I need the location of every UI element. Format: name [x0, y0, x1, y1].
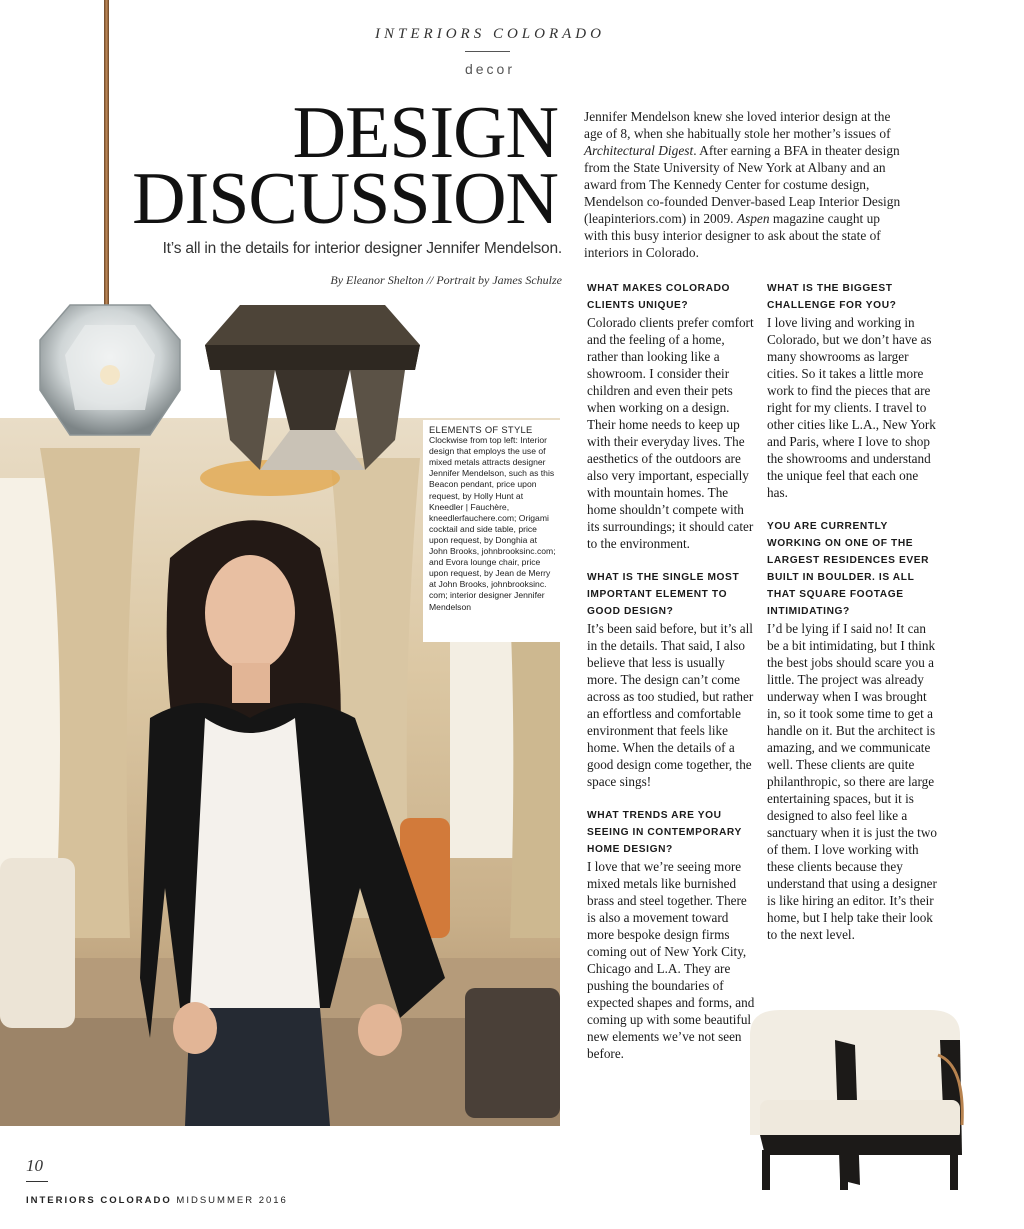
- masthead-rule: [465, 51, 510, 52]
- headline-line-2: DISCUSSION: [132, 158, 558, 240]
- page-number-rule: [26, 1181, 48, 1182]
- qa-column-2: [767, 280, 937, 960]
- caption-text: Clockwise from top left: Interior design that employs the use of mixed metals attracts designer Jennifer Mendelson, such as this Beacon pendant, price upon request, by Holly Hunt at Kneedler | Fauchère, kneedlerfauchere.com; Origami cocktail and side table, price upon request, by Donghia at John Brooks, johnbrooksinc.com; and Evora lounge chair, price upon request, by Jean de Merry at John Brooks, johnbrooksinc. com; interior designer Jennifer Mendelson: [429, 435, 556, 612]
- question: WHAT TRENDS ARE YOU SEEING IN CONTEMPORARY HOME DESIGN?: [587, 810, 742, 855]
- intro-magazine-2: Aspen: [736, 211, 770, 226]
- lounge-chair-image: [740, 1005, 970, 1195]
- intro-text-3: magazine caught up with this busy interior designer to ask about the state of interiors in Colorado.: [584, 211, 881, 260]
- deck: It’s all in the details for interior designer Jennifer Mendelson.: [162, 240, 562, 257]
- answer: I’d be lying if I said no! It can be a bit intimidating, but I think the best jobs should scare you a little. The project was already underway when I was brought in, so it took some time to get a handle on it. But the architect is amazing, and we communicate well. These clients are quite philanthropic, so there are large entertaining spaces, but it is designed to also feel like a sanctuary when it is just the two of them. I love working with these clients because they understand that using a designer is like hiring an editor. It’s their home, but I help take their look to the next level.: [767, 621, 937, 942]
- photo-caption: [423, 420, 561, 642]
- section-label: decor: [464, 61, 516, 77]
- headline: [132, 92, 558, 240]
- pendant-lamp-image: [30, 300, 190, 450]
- answer: Colorado clients prefer comfort and the feeling of a home, rather than looking like a showroom. I consider their children and even their pets when working on a design. Their home needs to keep up with their everyday lives. The aesthetics of the outdoors are also very important, especially with mountain homes. The home shouldn’t compete with its surroundings; it should cater to the environment.: [587, 315, 754, 551]
- answer: I love living and working in Colorado, but we don’t have as many showrooms as larger cities. So it takes a little more work to find the pieces that are right for my clients. I travel to other cities like L.A., New York and Paris, where I love to shop the showrooms and understand the unique feel that each one has.: [767, 315, 936, 500]
- footer-issue: MIDSUMMER 2016: [176, 1195, 288, 1206]
- footer-brand: INTERIORS COLORADO: [26, 1195, 172, 1206]
- caption-title: ELEMENTS OF STYLE: [429, 424, 533, 435]
- question: WHAT MAKES COLORADO CLIENTS UNIQUE?: [587, 283, 731, 311]
- masthead: INTERIORS COLORADO: [375, 26, 605, 42]
- question: WHAT IS THE BIGGEST CHALLENGE FOR YOU?: [767, 283, 897, 311]
- question: YOU ARE CURRENTLY WORKING ON ONE OF THE LARGEST RESIDENCES EVER BUILT IN BOULDER. IS ALL THAT SQUARE FOOTAGE INTIMIDATING?: [767, 521, 930, 617]
- intro-text-2: . After earning a BFA in theater design from the State University of New York at Albany and an award from The Kennedy Center for costume design, Mendelson co-founded Denver-based Leap Interior Design (leapinteriors.com) in 2009.: [584, 143, 901, 226]
- answer: It’s been said before, but it’s all in the details. That said, I also believe that less is usually more. The design can’t come across as too studied, but rather an effortless and comfortable environment that feels like home. When the details of a good design come together, the space sings!: [587, 621, 754, 789]
- pendant-rod: [104, 0, 109, 330]
- byline: By Eleanor Shelton // Portrait by James Schulze: [330, 273, 562, 287]
- origami-table-image: [200, 300, 425, 480]
- footer: [26, 1195, 288, 1206]
- headline-line-1: DESIGN: [292, 92, 558, 174]
- intro-magazine-1: Architectural Digest: [584, 143, 694, 158]
- page-number: 10: [26, 1156, 43, 1175]
- intro-text-1: Jennifer Mendelson knew she loved interior design at the age of 8, when she habitually stole her mother’s issues of: [584, 109, 891, 141]
- intro-paragraph: [584, 108, 904, 261]
- answer: I love that we’re seeing more mixed metals like burnished brass and steel together. There is also a movement toward more bespoke design firms coming out of New York City, Chicago and L.A. They are pushing the boundaries of expected shapes and forms, and coming up with some beautiful new elements we’ve not seen before.: [587, 859, 755, 1061]
- question: WHAT IS THE SINGLE MOST IMPORTANT ELEMENT TO GOOD DESIGN?: [587, 572, 740, 617]
- qa-column-1: [587, 280, 757, 1079]
